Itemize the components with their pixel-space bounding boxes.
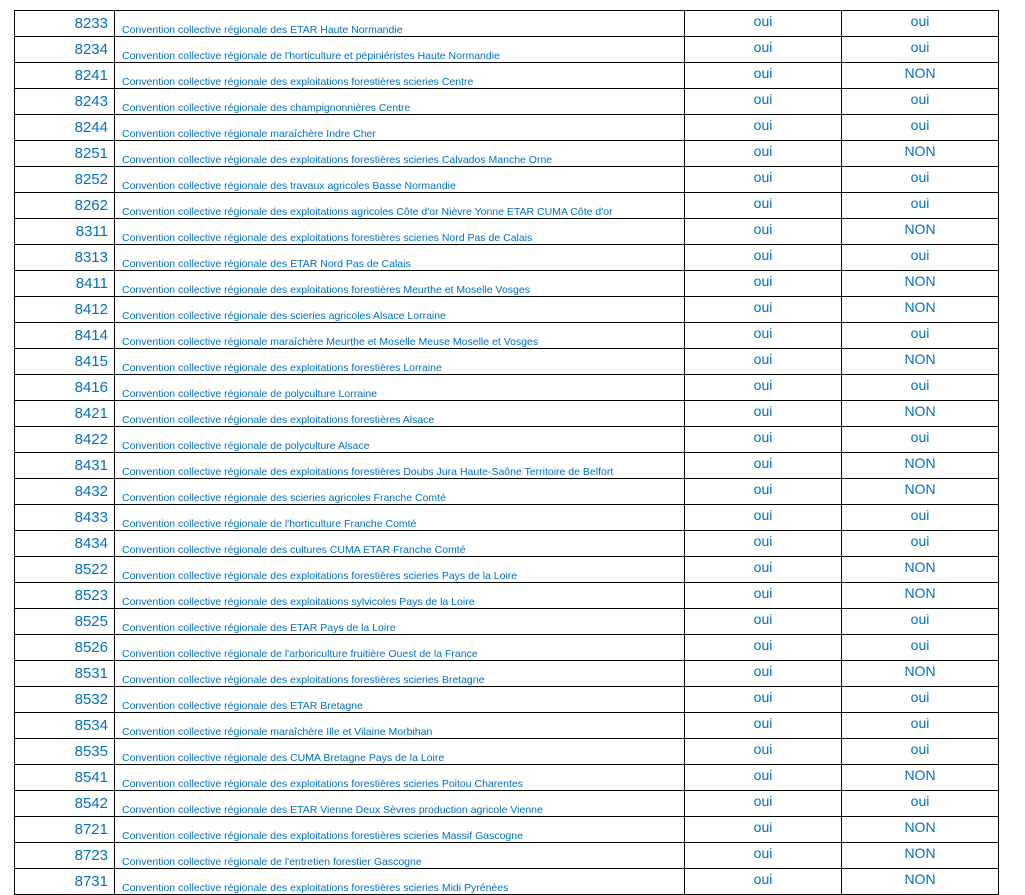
answer-col-a: oui — [685, 687, 842, 713]
table-row — [15, 141, 999, 167]
convention-label: Convention collective régionale de l'entretien forestier Gascogne — [115, 843, 685, 869]
table-row — [15, 557, 999, 583]
answer-col-b: NON — [842, 401, 999, 427]
table-row — [15, 271, 999, 297]
table-row — [15, 687, 999, 713]
table-row — [15, 583, 999, 609]
convention-code: 8414 — [15, 323, 115, 349]
convention-code: 8542 — [15, 791, 115, 817]
answer-col-a: oui — [685, 63, 842, 89]
answer-col-b: NON — [842, 141, 999, 167]
answer-col-a: oui — [685, 89, 842, 115]
table-row — [15, 713, 999, 739]
answer-col-b: NON — [842, 297, 999, 323]
table-row — [15, 609, 999, 635]
convention-label: Convention collective régionale des travaux agricoles Basse Normandie — [115, 167, 685, 193]
convention-label: Convention collective régionale des CUMA Bretagne Pays de la Loire — [115, 739, 685, 765]
convention-label: Convention collective régionale des champignonnières Centre — [115, 89, 685, 115]
convention-label: Convention collective régionale des exploitations forestières scieries Centre — [115, 63, 685, 89]
convention-code: 8532 — [15, 687, 115, 713]
convention-code: 8526 — [15, 635, 115, 661]
answer-col-b: oui — [842, 713, 999, 739]
answer-col-a: oui — [685, 583, 842, 609]
convention-code: 8522 — [15, 557, 115, 583]
convention-code: 8535 — [15, 739, 115, 765]
convention-label: Convention collective régionale des exploitations forestières scieries Pays de la Loire — [115, 557, 685, 583]
convention-label: Convention collective régionale des exploitations forestières Alsace — [115, 401, 685, 427]
answer-col-a: oui — [685, 323, 842, 349]
table-row — [15, 63, 999, 89]
table-row — [15, 193, 999, 219]
answer-col-b: NON — [842, 583, 999, 609]
convention-code: 8234 — [15, 37, 115, 63]
convention-label: Convention collective régionale des ETAR Nord Pas de Calais — [115, 245, 685, 271]
answer-col-b: NON — [842, 869, 999, 895]
convention-code: 8411 — [15, 271, 115, 297]
convention-label: Convention collective régionale de l'arboriculture fruitière Ouest de la France — [115, 635, 685, 661]
convention-code: 8233 — [15, 11, 115, 37]
convention-label: Convention collective régionale de polyculture Alsace — [115, 427, 685, 453]
answer-col-a: oui — [685, 141, 842, 167]
answer-col-b: NON — [842, 349, 999, 375]
answer-col-a: oui — [685, 765, 842, 791]
convention-code: 8251 — [15, 141, 115, 167]
table-row — [15, 115, 999, 141]
table-row — [15, 635, 999, 661]
table-row — [15, 531, 999, 557]
convention-label: Convention collective régionale des scieries agricoles Alsace Lorraine — [115, 297, 685, 323]
answer-col-a: oui — [685, 869, 842, 895]
convention-code: 8412 — [15, 297, 115, 323]
convention-label: Convention collective régionale des ETAR Pays de la Loire — [115, 609, 685, 635]
table-row — [15, 791, 999, 817]
convention-label: Convention collective régionale des exploitations forestières scieries Nord Pas de Calais — [115, 219, 685, 245]
answer-col-b: oui — [842, 531, 999, 557]
answer-col-b: oui — [842, 11, 999, 37]
answer-col-a: oui — [685, 791, 842, 817]
convention-code: 8244 — [15, 115, 115, 141]
table-row — [15, 297, 999, 323]
answer-col-a: oui — [685, 453, 842, 479]
convention-label: Convention collective régionale des exploitations forestières Lorraine — [115, 349, 685, 375]
table-row — [15, 375, 999, 401]
answer-col-b: oui — [842, 791, 999, 817]
answer-col-a: oui — [685, 427, 842, 453]
answer-col-b: oui — [842, 635, 999, 661]
convention-code: 8431 — [15, 453, 115, 479]
convention-label: Convention collective régionale maraîchère Meurthe et Moselle Meuse Moselle et Vosges — [115, 323, 685, 349]
answer-col-a: oui — [685, 401, 842, 427]
answer-col-b: oui — [842, 427, 999, 453]
convention-code: 8434 — [15, 531, 115, 557]
convention-label: Convention collective régionale des exploitations sylvicoles Pays de la Loire — [115, 583, 685, 609]
table-row — [15, 843, 999, 869]
convention-label: Convention collective régionale des exploitations forestières Meurthe et Moselle Vosges — [115, 271, 685, 297]
answer-col-b: oui — [842, 245, 999, 271]
convention-code: 8531 — [15, 661, 115, 687]
answer-col-a: oui — [685, 843, 842, 869]
table-row — [15, 817, 999, 843]
conventions-table — [14, 10, 999, 895]
answer-col-b: NON — [842, 843, 999, 869]
table-row — [15, 505, 999, 531]
table-row — [15, 479, 999, 505]
convention-code: 8262 — [15, 193, 115, 219]
answer-col-a: oui — [685, 635, 842, 661]
convention-label: Convention collective régionale de polyculture Lorraine — [115, 375, 685, 401]
table-row — [15, 765, 999, 791]
answer-col-a: oui — [685, 193, 842, 219]
answer-col-a: oui — [685, 37, 842, 63]
answer-col-a: oui — [685, 713, 842, 739]
convention-code: 8311 — [15, 219, 115, 245]
table-row — [15, 739, 999, 765]
convention-label: Convention collective régionale des ETAR Haute Normandie — [115, 11, 685, 37]
answer-col-b: oui — [842, 193, 999, 219]
convention-label: Convention collective régionale des exploitations forestières scieries Massif Gascogne — [115, 817, 685, 843]
answer-col-b: NON — [842, 817, 999, 843]
answer-col-a: oui — [685, 609, 842, 635]
convention-code: 8525 — [15, 609, 115, 635]
table-row — [15, 219, 999, 245]
conventions-table-body — [15, 11, 999, 895]
table-row — [15, 453, 999, 479]
table-row — [15, 869, 999, 895]
convention-code: 8541 — [15, 765, 115, 791]
convention-code: 8721 — [15, 817, 115, 843]
convention-code: 8416 — [15, 375, 115, 401]
table-row — [15, 245, 999, 271]
convention-label: Convention collective régionale des exploitations forestières scieries Midi Pyrénées — [115, 869, 685, 895]
answer-col-b: NON — [842, 453, 999, 479]
answer-col-a: oui — [685, 375, 842, 401]
answer-col-a: oui — [685, 505, 842, 531]
answer-col-b: NON — [842, 557, 999, 583]
answer-col-b: oui — [842, 505, 999, 531]
answer-col-a: oui — [685, 115, 842, 141]
answer-col-b: oui — [842, 375, 999, 401]
convention-code: 8241 — [15, 63, 115, 89]
answer-col-a: oui — [685, 349, 842, 375]
convention-code: 8433 — [15, 505, 115, 531]
answer-col-a: oui — [685, 297, 842, 323]
answer-col-a: oui — [685, 817, 842, 843]
answer-col-b: NON — [842, 271, 999, 297]
convention-label: Convention collective régionale maraîchère Ille et Vilaine Morbihan — [115, 713, 685, 739]
convention-code: 8523 — [15, 583, 115, 609]
answer-col-a: oui — [685, 739, 842, 765]
answer-col-b: oui — [842, 37, 999, 63]
table-row — [15, 89, 999, 115]
convention-label: Convention collective régionale des exploitations forestières Doubs Jura Haute-Saône Territoire de Belfort — [115, 453, 685, 479]
convention-label: Convention collective régionale des exploitations forestières scieries Bretagne — [115, 661, 685, 687]
convention-code: 8421 — [15, 401, 115, 427]
table-row — [15, 661, 999, 687]
convention-label: Convention collective régionale de l'horticulture Franche Comté — [115, 505, 685, 531]
answer-col-b: NON — [842, 661, 999, 687]
answer-col-b: NON — [842, 765, 999, 791]
convention-code: 8422 — [15, 427, 115, 453]
answer-col-a: oui — [685, 661, 842, 687]
answer-col-b: oui — [842, 687, 999, 713]
convention-label: Convention collective régionale des exploitations forestières scieries Calvados Manche Orne — [115, 141, 685, 167]
answer-col-b: oui — [842, 167, 999, 193]
answer-col-b: NON — [842, 479, 999, 505]
convention-label: Convention collective régionale des ETAR Bretagne — [115, 687, 685, 713]
convention-code: 8534 — [15, 713, 115, 739]
convention-label: Convention collective régionale de l'horticulture et pépiniéristes Haute Normandie — [115, 37, 685, 63]
convention-label: Convention collective régionale des exploitations forestières scieries Poitou Charentes — [115, 765, 685, 791]
answer-col-a: oui — [685, 557, 842, 583]
conventions-table-container — [14, 10, 999, 895]
table-row — [15, 37, 999, 63]
answer-col-b: oui — [842, 115, 999, 141]
table-row — [15, 11, 999, 37]
table-row — [15, 349, 999, 375]
convention-code: 8432 — [15, 479, 115, 505]
table-row — [15, 401, 999, 427]
convention-label: Convention collective régionale maraîchère Indre Cher — [115, 115, 685, 141]
convention-code: 8723 — [15, 843, 115, 869]
table-row — [15, 323, 999, 349]
convention-code: 8243 — [15, 89, 115, 115]
table-row — [15, 167, 999, 193]
answer-col-a: oui — [685, 219, 842, 245]
convention-label: Convention collective régionale des cultures CUMA ETAR Franche Comté — [115, 531, 685, 557]
convention-label: Convention collective régionale des scieries agricoles Franche Comté — [115, 479, 685, 505]
answer-col-b: oui — [842, 323, 999, 349]
answer-col-a: oui — [685, 271, 842, 297]
table-row — [15, 427, 999, 453]
convention-code: 8313 — [15, 245, 115, 271]
answer-col-a: oui — [685, 479, 842, 505]
answer-col-b: oui — [842, 89, 999, 115]
answer-col-a: oui — [685, 167, 842, 193]
answer-col-a: oui — [685, 245, 842, 271]
answer-col-a: oui — [685, 11, 842, 37]
convention-label: Convention collective régionale des ETAR Vienne Deux Sèvres production agricole Vienne — [115, 791, 685, 817]
convention-code: 8731 — [15, 869, 115, 895]
convention-code: 8252 — [15, 167, 115, 193]
answer-col-a: oui — [685, 531, 842, 557]
convention-label: Convention collective régionale des exploitations agricoles Côte d'or Nièvre Yonne ETAR CUMA Côte d'or — [115, 193, 685, 219]
answer-col-b: oui — [842, 739, 999, 765]
answer-col-b: NON — [842, 63, 999, 89]
answer-col-b: NON — [842, 219, 999, 245]
convention-code: 8415 — [15, 349, 115, 375]
answer-col-b: oui — [842, 609, 999, 635]
